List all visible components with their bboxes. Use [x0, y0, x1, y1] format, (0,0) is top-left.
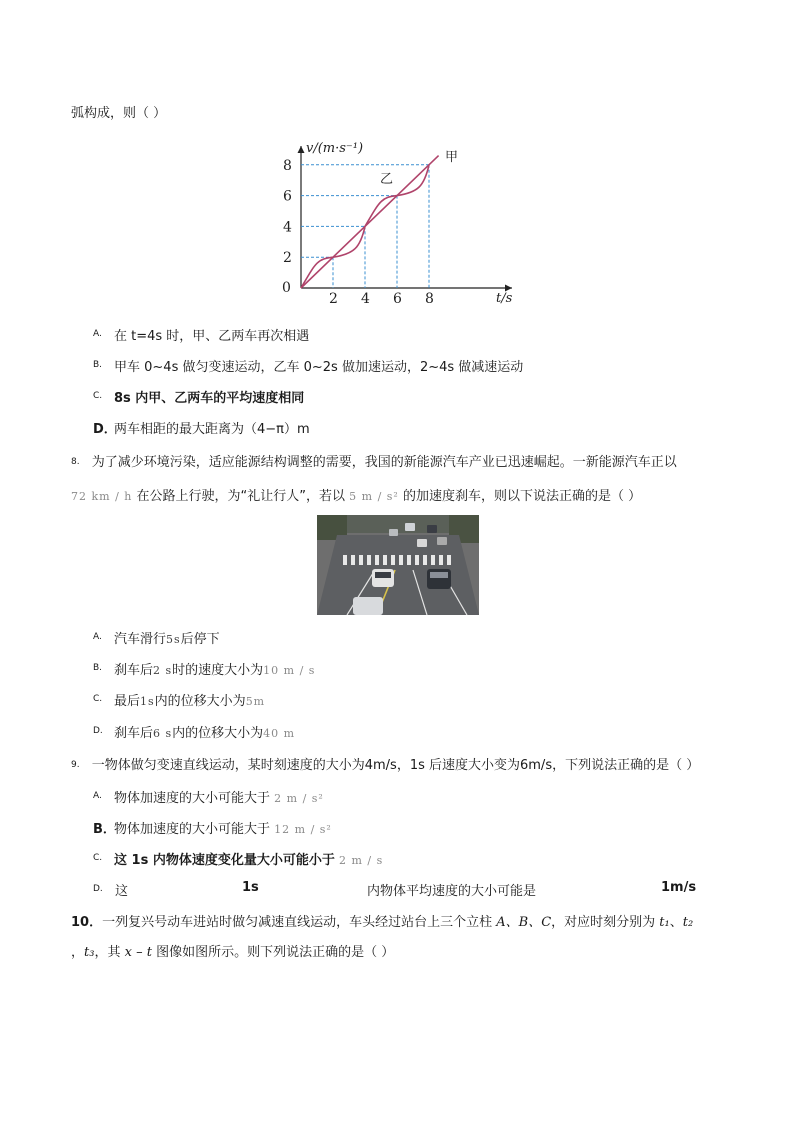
- time-t3: t₃: [84, 945, 95, 960]
- x-tick-label: 2: [329, 291, 338, 307]
- option-text: 时的速度大小为: [172, 663, 264, 678]
- option-letter: C.: [93, 391, 103, 401]
- formula: 5s: [166, 633, 181, 646]
- formula: 2 m / s: [338, 854, 384, 867]
- option-text: 内物体平均速度的大小可能是: [367, 884, 537, 899]
- q10-stem-line2: [71, 941, 394, 960]
- option-text: 物体加速度的大小可能大于: [114, 822, 271, 837]
- road-photo: [317, 515, 479, 615]
- q8-stem-line1: [71, 451, 677, 470]
- option-text: 汽车滑行: [114, 632, 167, 647]
- option-text: 物体加速度的大小可能大于: [114, 791, 271, 806]
- separator: 、: [669, 915, 683, 930]
- option-letter: D．: [93, 422, 117, 437]
- option-letter: B.: [93, 663, 103, 673]
- stem-text: 在公路上行驶，为“礼让行人”，若以: [136, 489, 345, 504]
- option-letter: D.: [93, 726, 103, 736]
- series-yi-label: 乙: [380, 172, 394, 187]
- formula: 40 m: [263, 727, 296, 740]
- time-t2: t₂: [682, 915, 694, 930]
- stem-text: 的加速度刹车，则以下说法正确的是（ ）: [402, 489, 642, 504]
- xt-graph-label: x – t: [124, 945, 152, 960]
- question-number: 9.: [71, 760, 80, 770]
- intro-text: 弧构成，则（ ）: [71, 106, 167, 121]
- y-tick-label: 4: [283, 219, 292, 236]
- stem-text: 一列复兴号动车进站时做匀减速直线运动，车头经过站台上三个立柱: [102, 915, 493, 930]
- formula: 10 m / s: [263, 664, 316, 677]
- option-text: 两车相距的最大距离为（4−π）m: [114, 422, 310, 437]
- pillar-labels: A、B、C: [496, 915, 552, 930]
- y-tick-label: 8: [283, 157, 292, 174]
- option-letter: C.: [93, 694, 103, 704]
- x-tick-label: 6: [393, 291, 402, 307]
- formula-accel: 5 m / s²: [349, 490, 399, 503]
- option-text: 8s 内甲、乙两车的平均速度相同: [114, 391, 305, 406]
- option-text: 这: [115, 884, 129, 899]
- option-text: 刹车后: [114, 726, 154, 741]
- option-letter: B．: [93, 822, 116, 837]
- x-tick-label: 4: [361, 291, 370, 307]
- y-tick-label: 2: [283, 250, 292, 267]
- formula: 12 m / s²: [274, 823, 332, 836]
- formula: 1s: [140, 695, 155, 708]
- stem-text: 为了减少环境污染，适应能源结构调整的需要，我国的新能源汽车产业已迅速崛起。一新能源汽车正以: [91, 455, 677, 470]
- option-letter: A.: [93, 791, 102, 801]
- q9-stem: [71, 754, 699, 773]
- q9-option-d: [93, 880, 713, 898]
- option-letter: C.: [93, 853, 103, 863]
- y-axis-label: v/(m·s⁻¹): [306, 141, 364, 156]
- option-text: 1s: [242, 880, 259, 895]
- formula: 2 s: [153, 664, 173, 677]
- option-letter: A.: [93, 632, 102, 642]
- formula-speed: 72 km / h: [71, 490, 133, 503]
- time-t1: t₁: [659, 915, 670, 930]
- formula: 5m: [245, 695, 266, 708]
- formula: 6 s: [153, 727, 173, 740]
- q10-stem-line1: [71, 911, 693, 930]
- option-letter: A.: [93, 329, 102, 339]
- option-text: 1m/s: [661, 880, 697, 895]
- option-letter: D.: [93, 884, 103, 894]
- formula: 2 m / s²: [274, 792, 324, 805]
- question-number: 8.: [71, 457, 80, 467]
- stem-text: ，: [71, 945, 85, 960]
- x-axis-label: t/s: [496, 291, 513, 306]
- option-text: 这 1s 内物体速度变化量大小可能小于: [114, 853, 335, 868]
- option-text: 刹车后: [114, 663, 154, 678]
- stem-text: 图像如图所示。则下列说法正确的是（ ）: [156, 945, 395, 960]
- option-text: 最后: [114, 694, 141, 709]
- option-letter: B.: [93, 360, 103, 370]
- series-jia-line: [301, 156, 439, 288]
- y-tick-label: 6: [283, 188, 292, 205]
- stem-text: ，对应时刻分别为: [551, 915, 656, 930]
- option-text: 甲车 0~4s 做匀变速运动，乙车 0~2s 做加速运动，2~4s 做减速运动: [114, 360, 524, 375]
- q8-stem-line2: [71, 485, 641, 504]
- option-text: 内的位移大小为: [172, 726, 264, 741]
- q7-vt-chart: [270, 136, 530, 308]
- series-jia-label: 甲: [445, 150, 459, 165]
- option-text: 在 t=4s 时，甲、乙两车再次相遇: [114, 329, 310, 344]
- stem-text: ，其: [94, 945, 121, 960]
- option-text: 后停下: [180, 632, 220, 647]
- x-tick-label: 8: [425, 291, 434, 307]
- origin-label: 0: [282, 280, 291, 296]
- stem-text: 一物体做匀变速直线运动，某时刻速度的大小为4m/s，1s 后速度大小变为6m/s，下列说法正确的是（ ）: [91, 758, 700, 773]
- option-text: 内的位移大小为: [154, 694, 246, 709]
- question-number: 10．: [71, 915, 103, 930]
